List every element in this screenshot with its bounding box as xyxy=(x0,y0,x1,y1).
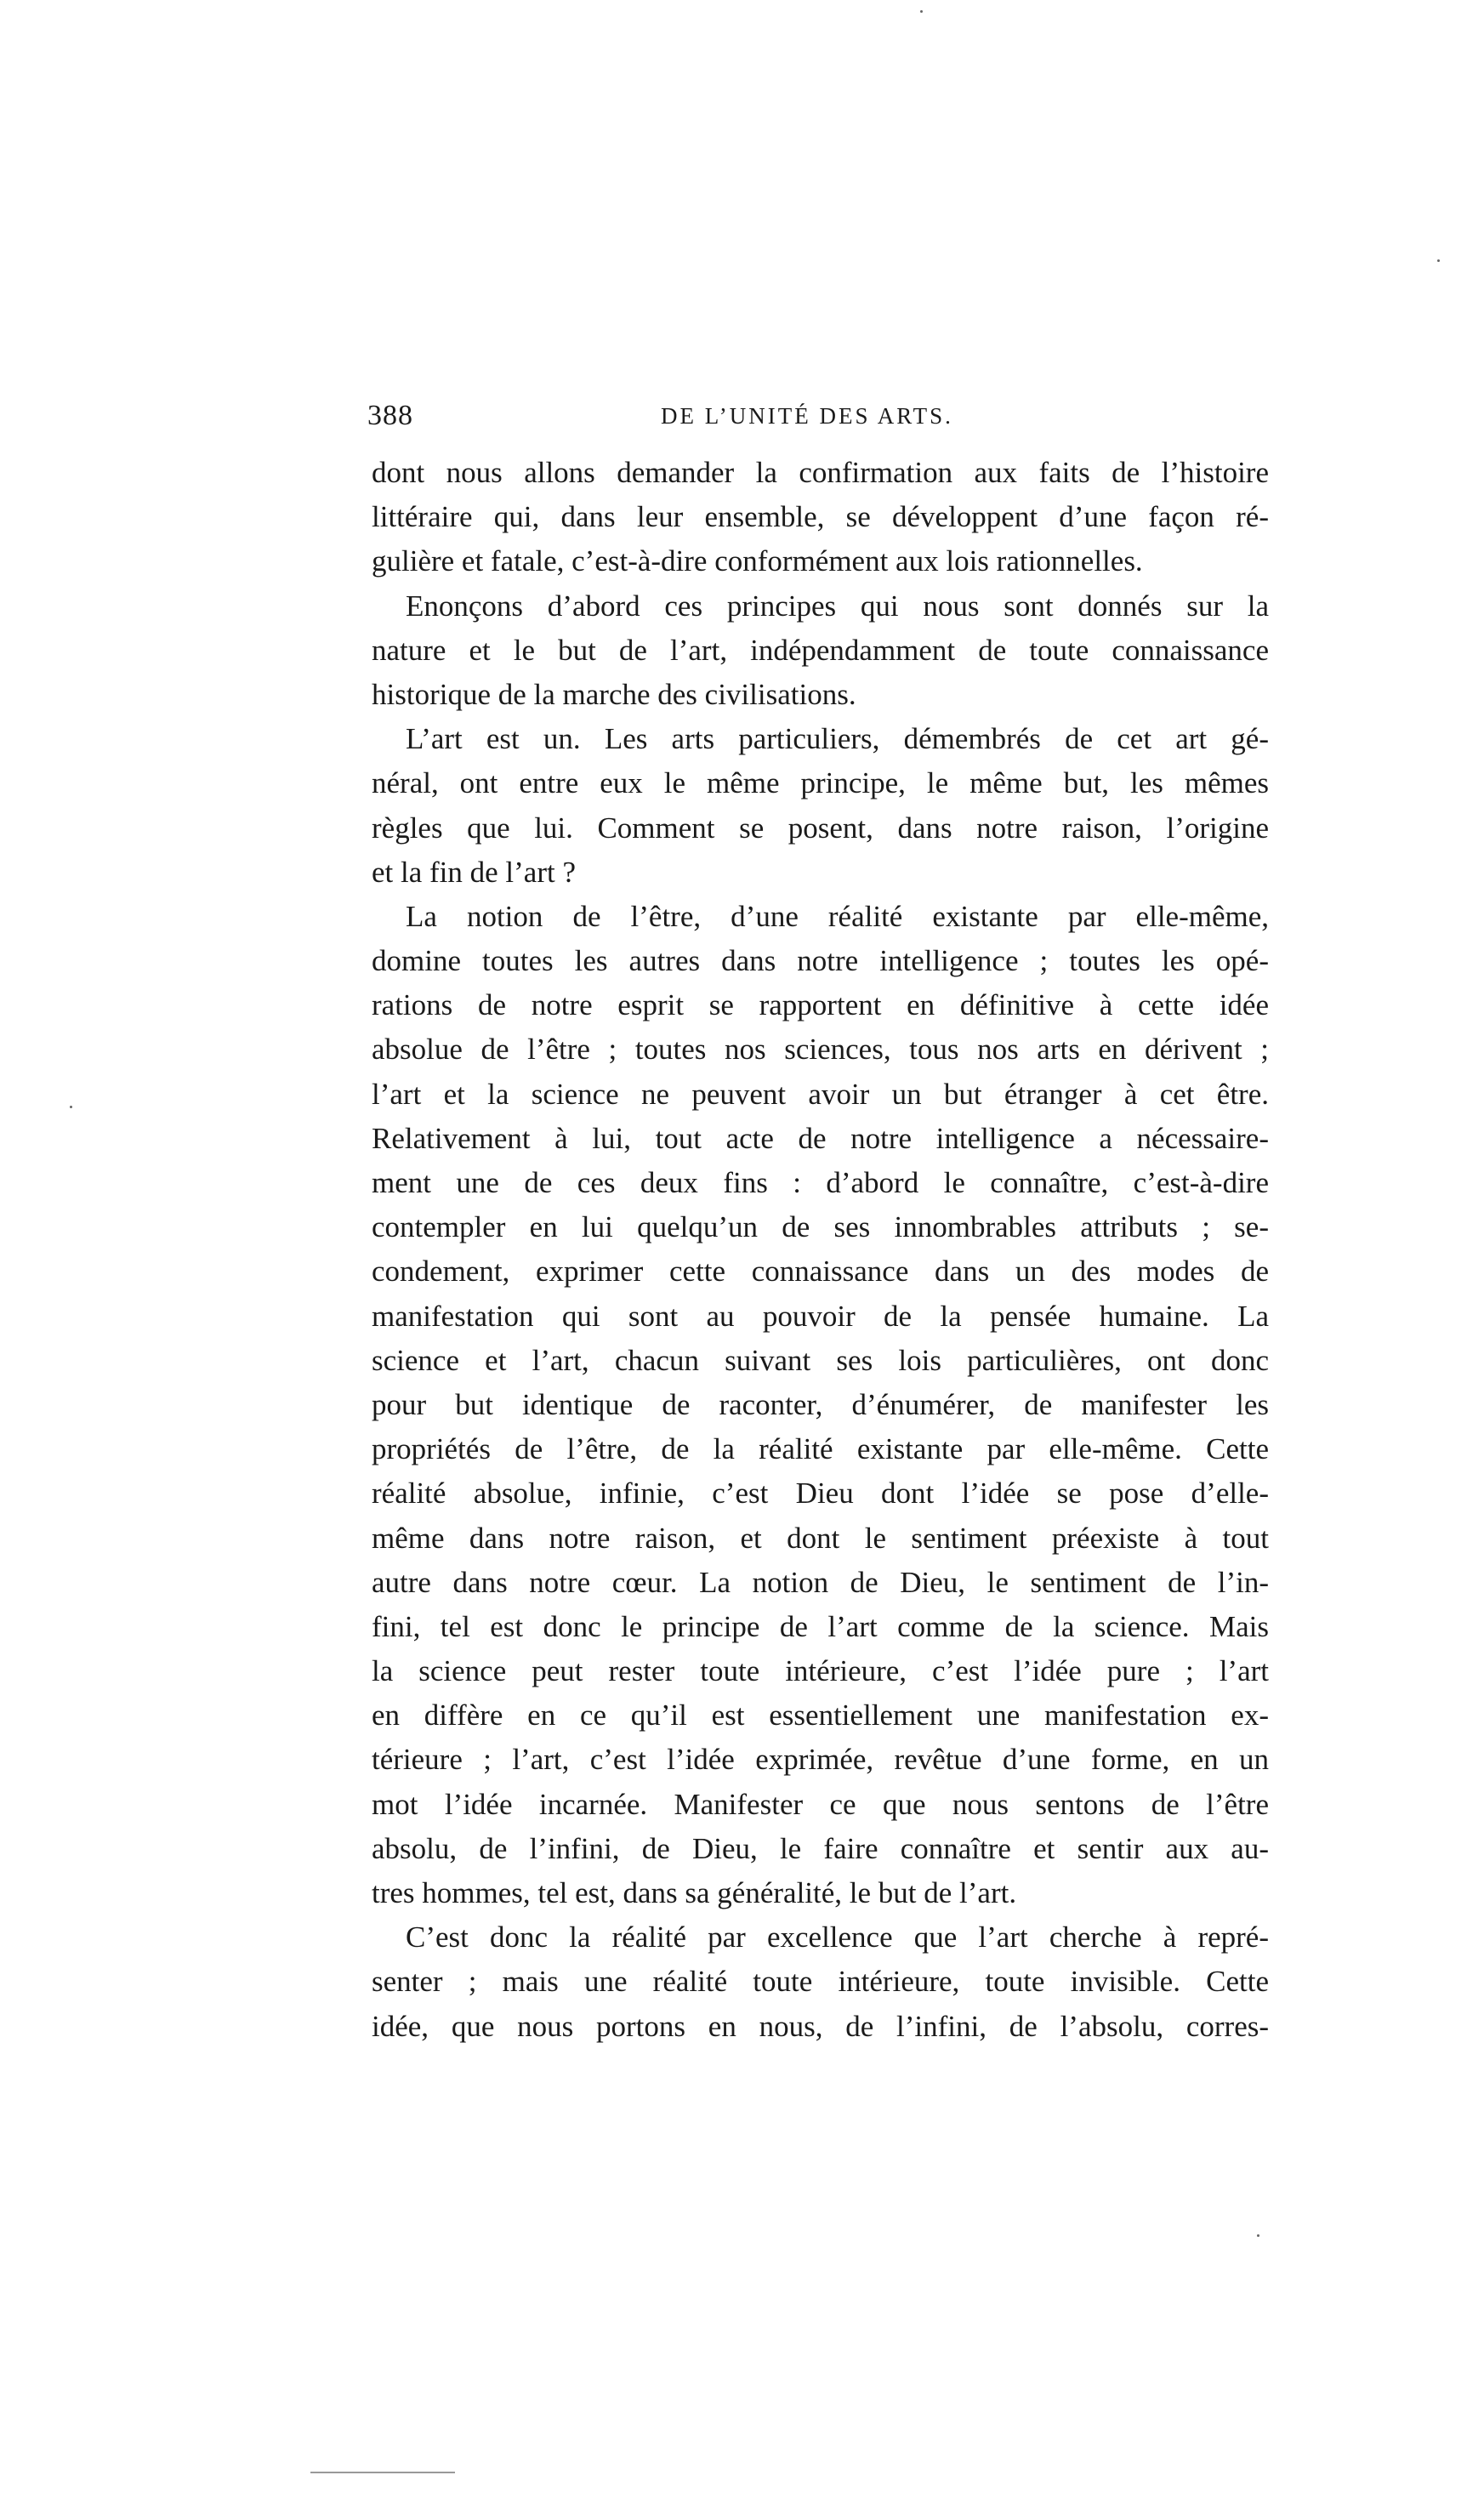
text-line: C’est donc la réalité par excellence que l’art cherche à repré- xyxy=(406,1920,1269,1955)
text-line: historique de la marche des civilisations. xyxy=(372,677,856,711)
scan-speck xyxy=(1437,259,1440,262)
text-line: autre dans notre cœur. La notion de Dieu, le sentiment de l’in- xyxy=(372,1565,1269,1599)
text-line: gulière et fatale, c’est-à-dire conformément aux lois rationnelles. xyxy=(372,544,1143,578)
text-line: condement, exprimer cette connaissance dans un des modes de xyxy=(372,1255,1269,1289)
scan-speck xyxy=(920,10,923,13)
bottom-rule xyxy=(310,2472,455,2473)
text-line: domine toutes les autres dans notre intelligence ; toutes les opé- xyxy=(372,944,1269,978)
text-line: fini, tel est donc le principe de l’art comme de la science. Mais xyxy=(372,1609,1269,1643)
text-line: rations de notre esprit se rapportent en définitive à cette idée xyxy=(372,988,1269,1022)
text-line: contempler en lui quelqu’un de ses innombrables attributs ; se- xyxy=(372,1210,1269,1244)
text-line: l’art et la science ne peuvent avoir un but étranger à cet être. xyxy=(372,1077,1269,1111)
text-line: en diffère en ce qu’il est essentiellement une manifestation ex- xyxy=(372,1698,1269,1733)
text-line: absolu, de l’infini, de Dieu, le faire connaître et sentir aux au- xyxy=(372,1831,1269,1865)
text-line: règles que lui. Comment se posent, dans notre raison, l’origine xyxy=(372,811,1269,845)
text-line: mot l’idée incarnée. Manifester ce que nous sentons de l’être xyxy=(372,1787,1269,1821)
text-line: nature et le but de l’art, indépendamment de toute connaissance xyxy=(372,633,1269,667)
scan-speck xyxy=(70,1106,72,1108)
text-line: tres hommes, tel est, dans sa généralité, le but de l’art. xyxy=(372,1876,1017,1909)
text-line: la science peut rester toute intérieure, c’est l’idée pure ; l’art xyxy=(372,1654,1269,1688)
text-line: et la fin de l’art ? xyxy=(372,855,577,889)
page-number: 388 xyxy=(367,400,413,431)
text-line: L’art est un. Les arts particuliers, démembrés de cet art gé- xyxy=(406,722,1269,756)
text-line: propriétés de l’être, de la réalité existante par elle-même. Cette xyxy=(372,1432,1269,1466)
text-line: térieure ; l’art, c’est l’idée exprimée, revêtue d’une forme, en un xyxy=(372,1743,1269,1777)
scan-speck xyxy=(1257,2234,1259,2237)
page-header xyxy=(367,400,1269,442)
text-line: La notion de l’être, d’une réalité existante par elle-même, xyxy=(406,899,1269,933)
text-line: ment une de ces deux fins : d’abord le connaître, c’est-à-dire xyxy=(372,1166,1269,1199)
text-line: science et l’art, chacun suivant ses lois particulières, ont donc xyxy=(372,1343,1269,1377)
text-line: dont nous allons demander la confirmation aux faits de l’histoire xyxy=(372,456,1269,489)
text-line: Relativement à lui, tout acte de notre intelligence a nécessaire- xyxy=(372,1121,1269,1155)
running-head: DE L’UNITÉ DES ARTS. xyxy=(661,403,953,429)
text-line: littéraire qui, dans leur ensemble, se développent d’une façon ré- xyxy=(372,500,1269,534)
text-line: absolue de l’être ; toutes nos sciences, tous nos arts en dérivent ; xyxy=(372,1033,1269,1067)
text-line: néral, ont entre eux le même principe, le même but, les mêmes xyxy=(372,766,1269,800)
text-line: senter ; mais une réalité toute intérieure, toute invisible. Cette xyxy=(372,1965,1269,1999)
text-line: idée, que nous portons en nous, de l’infini, de l’absolu, corres- xyxy=(372,2009,1269,2043)
text-line: manifestation qui sont au pouvoir de la pensée humaine. La xyxy=(372,1299,1269,1333)
text-line: pour but identique de raconter, d’énumérer, de manifester les xyxy=(372,1387,1269,1421)
text-line: même dans notre raison, et dont le sentiment préexiste à tout xyxy=(372,1521,1269,1555)
body-text xyxy=(372,451,1269,2049)
text-line: Enonçons d’abord ces principes qui nous sont donnés sur la xyxy=(406,589,1269,623)
text-line: réalité absolue, infinie, c’est Dieu dont l’idée se pose d’elle- xyxy=(372,1477,1269,1511)
